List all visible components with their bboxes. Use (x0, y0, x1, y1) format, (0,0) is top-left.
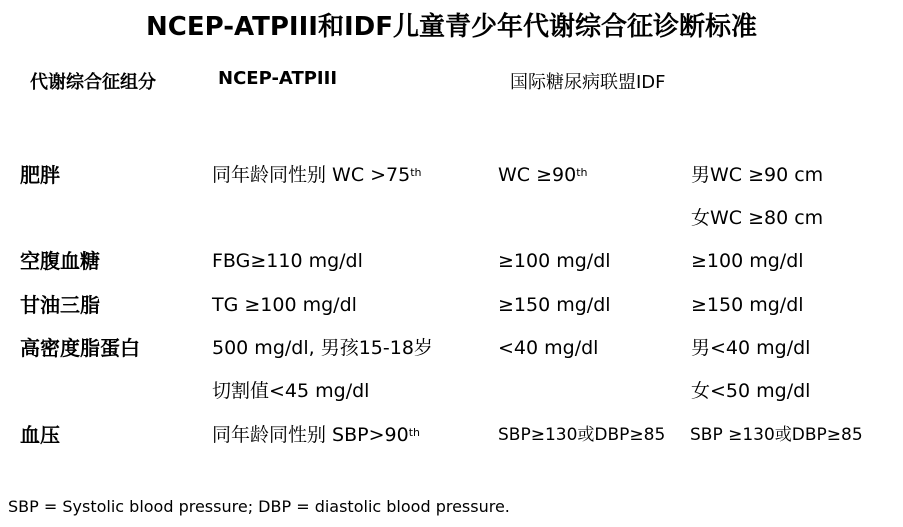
bp-ncep-sup: th (408, 426, 420, 439)
footnote: SBP = Systolic blood pressure; DBP = diastolic blood pressure. (8, 497, 510, 516)
obesity-ncep (212, 163, 422, 187)
glucose-idf-adult: ≥100 mg/dl (691, 250, 804, 272)
hdl-ncep-line1: 500 mg/dl, 男孩15-18岁 (212, 337, 433, 359)
obesity-ncep-text: 同年龄同性别 WC >75 (212, 164, 411, 186)
glucose-idf-general: ≥100 mg/dl (498, 250, 611, 272)
bp-ncep-text: 同年龄同性别 SBP>90 (212, 424, 409, 446)
glucose-ncep: FBG≥110 mg/dl (212, 250, 363, 272)
obesity-idf-general-sup: th (576, 166, 588, 179)
row-label-blood-pressure: 血压 (20, 423, 60, 447)
header-component: 代谢综合征组分 (30, 72, 156, 93)
obesity-ncep-sup: th (410, 166, 422, 179)
bp-idf-adult: SBP ≥130或DBP≥85 (690, 425, 863, 445)
hdl-ncep-line2: 切割值<45 mg/dl (212, 380, 370, 402)
tg-idf-adult: ≥150 mg/dl (691, 294, 804, 316)
obesity-idf-adult-male: 男WC ≥90 cm (691, 164, 824, 186)
page-title: NCEP-ATPIII和IDF儿童青少年代谢综合征诊断标准 (146, 12, 757, 42)
row-label-triglycerides: 甘油三脂 (20, 293, 100, 317)
bp-idf-general: SBP≥130或DBP≥85 (498, 425, 666, 445)
row-label-glucose: 空腹血糖 (20, 249, 100, 273)
row-label-obesity: 肥胖 (20, 163, 60, 187)
obesity-idf-general-text: WC ≥90 (498, 164, 577, 186)
hdl-idf-adult-female: 女<50 mg/dl (691, 380, 811, 402)
header-idf: 国际糖尿病联盟IDF (510, 72, 666, 93)
hdl-idf-general: <40 mg/dl (498, 337, 599, 359)
row-label-hdl: 高密度脂蛋白 (20, 336, 140, 360)
header-ncep: NCEP-ATPIII (218, 68, 338, 89)
tg-idf-general: ≥150 mg/dl (498, 294, 611, 316)
obesity-idf-general (498, 163, 588, 187)
obesity-idf-adult-female: 女WC ≥80 cm (691, 207, 824, 229)
bp-ncep (212, 423, 420, 447)
hdl-idf-adult-male: 男<40 mg/dl (691, 337, 811, 359)
tg-ncep: TG ≥100 mg/dl (212, 294, 357, 316)
